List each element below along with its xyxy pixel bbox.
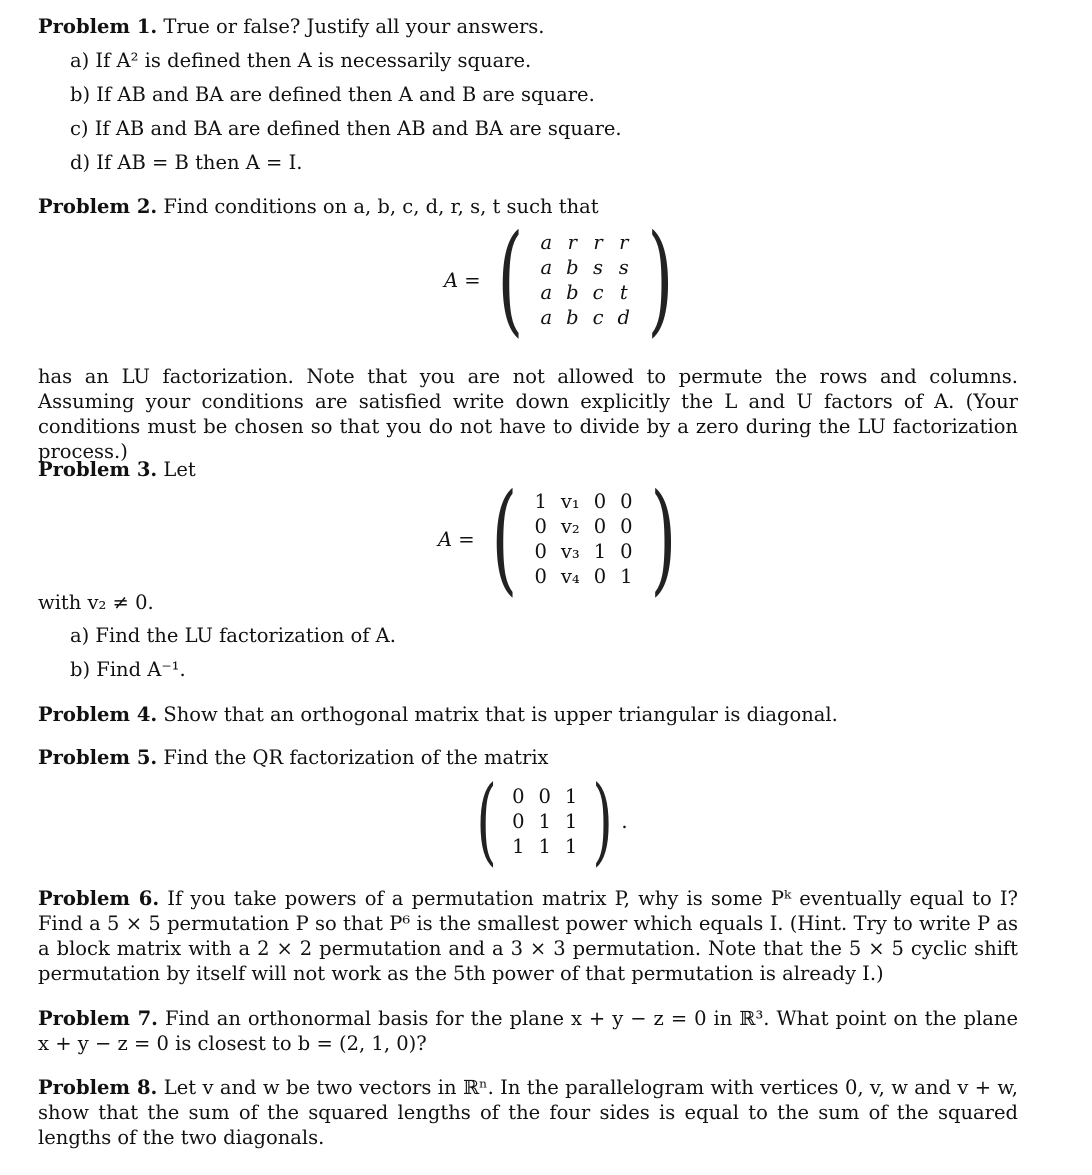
matrix-cell: 0	[620, 515, 633, 538]
left-paren: (	[476, 766, 497, 876]
matrix-cell: 1	[620, 565, 633, 588]
problem-text: Let v and w be two vectors in ℝⁿ. In the parallelogram with vertices 0, v, w and v + w, show that the sum of the squared lengths of the four sides is equal to the sum of the squared lengths of the two diagonals.	[38, 1076, 1019, 1149]
matrix-cell: 1	[512, 835, 525, 859]
matrix-suffix: .	[621, 810, 628, 834]
matrix-a-p2	[444, 210, 684, 349]
matrix-p5	[468, 766, 628, 876]
matrix-cell: 1	[564, 835, 578, 859]
problem-6	[38, 886, 1018, 986]
matrix-cell: 0	[534, 565, 547, 588]
left-paren: (	[497, 210, 523, 349]
matrix-cell: 0	[534, 540, 547, 563]
matrix-table	[505, 784, 584, 859]
matrix-cell: 0	[620, 540, 633, 563]
matrix-cell: 0	[538, 785, 551, 809]
matrix-cell: b	[566, 306, 579, 329]
matrix-cell: v₂	[560, 515, 580, 538]
problem-2-body: has an LU factorization. Note that you are not allowed to permute the rows and columns. Assuming your conditions are satisfied write down explicitly the L and U factors of A. (Your conditions must be chosen so that you do not have to divide by a zero during the LU factorization process.)	[38, 365, 1018, 463]
problem-label: Problem 2.	[38, 195, 158, 218]
problem-label: Problem 6.	[38, 887, 160, 910]
problem-label: Problem 5.	[38, 746, 158, 769]
list-item: a) If A² is defined then A is necessarily square.	[70, 49, 532, 72]
problem-text: Find an orthonormal basis for the plane x + y − z = 0 in ℝ³. What point on the plane x + y − z = 0 is closest to b = (2, 1, 0)?	[38, 1007, 1018, 1055]
matrix-table	[527, 489, 639, 589]
problem-text: True or false? Justify all your answers.	[163, 15, 545, 38]
problem-label: Problem 7.	[38, 1007, 158, 1030]
matrix-cell: 1	[534, 490, 547, 513]
list-item: d) If AB = B then A = I.	[70, 151, 303, 174]
matrix-cell: c	[592, 306, 604, 329]
matrix-cell: 1	[538, 835, 551, 859]
matrix-cell: b	[566, 256, 579, 279]
matrix-table	[533, 230, 637, 330]
right-paren: )	[647, 210, 674, 349]
matrix-cell: r	[567, 231, 577, 254]
matrix-cell: 1	[593, 540, 607, 563]
right-paren: )	[592, 766, 614, 876]
matrix-label: A =	[438, 527, 475, 551]
matrix-cell: v₄	[560, 565, 580, 588]
matrix-cell: 1	[538, 810, 551, 834]
matrix-cell: 1	[564, 810, 578, 834]
problem-2	[38, 194, 1018, 219]
problem-label: Problem 1.	[38, 15, 158, 38]
problem-1	[38, 14, 1018, 39]
problem-label: Problem 8.	[38, 1076, 158, 1099]
matrix-cell: a	[540, 281, 553, 304]
matrix-cell: c	[592, 281, 604, 304]
problem-text: Let	[163, 458, 196, 481]
matrix-cell: 1	[564, 785, 578, 809]
problem-text: Show that an orthogonal matrix that is upper triangular is diagonal.	[163, 703, 838, 726]
problem-text: Find conditions on a, b, c, d, r, s, t such that	[163, 195, 599, 218]
problem-3	[38, 457, 1018, 482]
problem-7	[38, 1006, 1018, 1056]
problem-5	[38, 745, 1018, 770]
matrix-cell: 0	[620, 490, 633, 513]
matrix-cell: r	[593, 231, 603, 254]
matrix-cell: s	[593, 256, 604, 279]
problem-4	[38, 702, 1018, 727]
problem-text: If you take powers of a permutation matrix P, why is some Pᵏ eventually equal to I? Find a 5 × 5 permutation P so that P⁶ is the smallest power which equals I. (Hint. Try to write P as a block matrix with a 2 × 2 permutation and a 3 × 3 permutation. Note that the 5 × 5 cyclic shift permutation by itself will not work as the 5th power of that permutation is already I.)	[38, 887, 1019, 985]
left-paren: (	[491, 469, 517, 608]
matrix-cell: v₃	[560, 540, 580, 563]
matrix-a-p3	[438, 469, 686, 608]
list-item: c) If AB and BA are defined then AB and BA are square.	[70, 117, 622, 140]
problem-label: Problem 4.	[38, 703, 158, 726]
matrix-cell: 0	[593, 515, 607, 538]
matrix-cell: t	[619, 281, 628, 304]
matrix-cell: 0	[593, 565, 607, 588]
matrix-label: A =	[444, 268, 481, 292]
problem-label: Problem 3.	[38, 458, 158, 481]
problem-8	[38, 1075, 1018, 1150]
matrix-cell: b	[566, 281, 579, 304]
matrix-cell: a	[540, 256, 553, 279]
matrix-cell: 0	[512, 785, 525, 809]
matrix-cell: 0	[534, 515, 547, 538]
matrix-cell: a	[540, 306, 553, 329]
right-paren: )	[650, 469, 676, 608]
matrix-cell: 0	[512, 810, 525, 834]
problem-3-condition: with v₂ ≠ 0.	[38, 591, 154, 614]
problem-text: Find the QR factorization of the matrix	[163, 746, 549, 769]
list-item: a) Find the LU factorization of A.	[70, 624, 396, 647]
matrix-cell: d	[617, 306, 630, 329]
list-item: b) If AB and BA are defined then A and B are square.	[70, 83, 595, 106]
matrix-cell: v₁	[560, 490, 580, 513]
matrix-cell: a	[540, 231, 553, 254]
list-item: b) Find A⁻¹.	[70, 658, 186, 681]
matrix-cell: s	[618, 256, 629, 279]
matrix-cell: 0	[593, 490, 607, 513]
matrix-cell: r	[619, 231, 629, 254]
